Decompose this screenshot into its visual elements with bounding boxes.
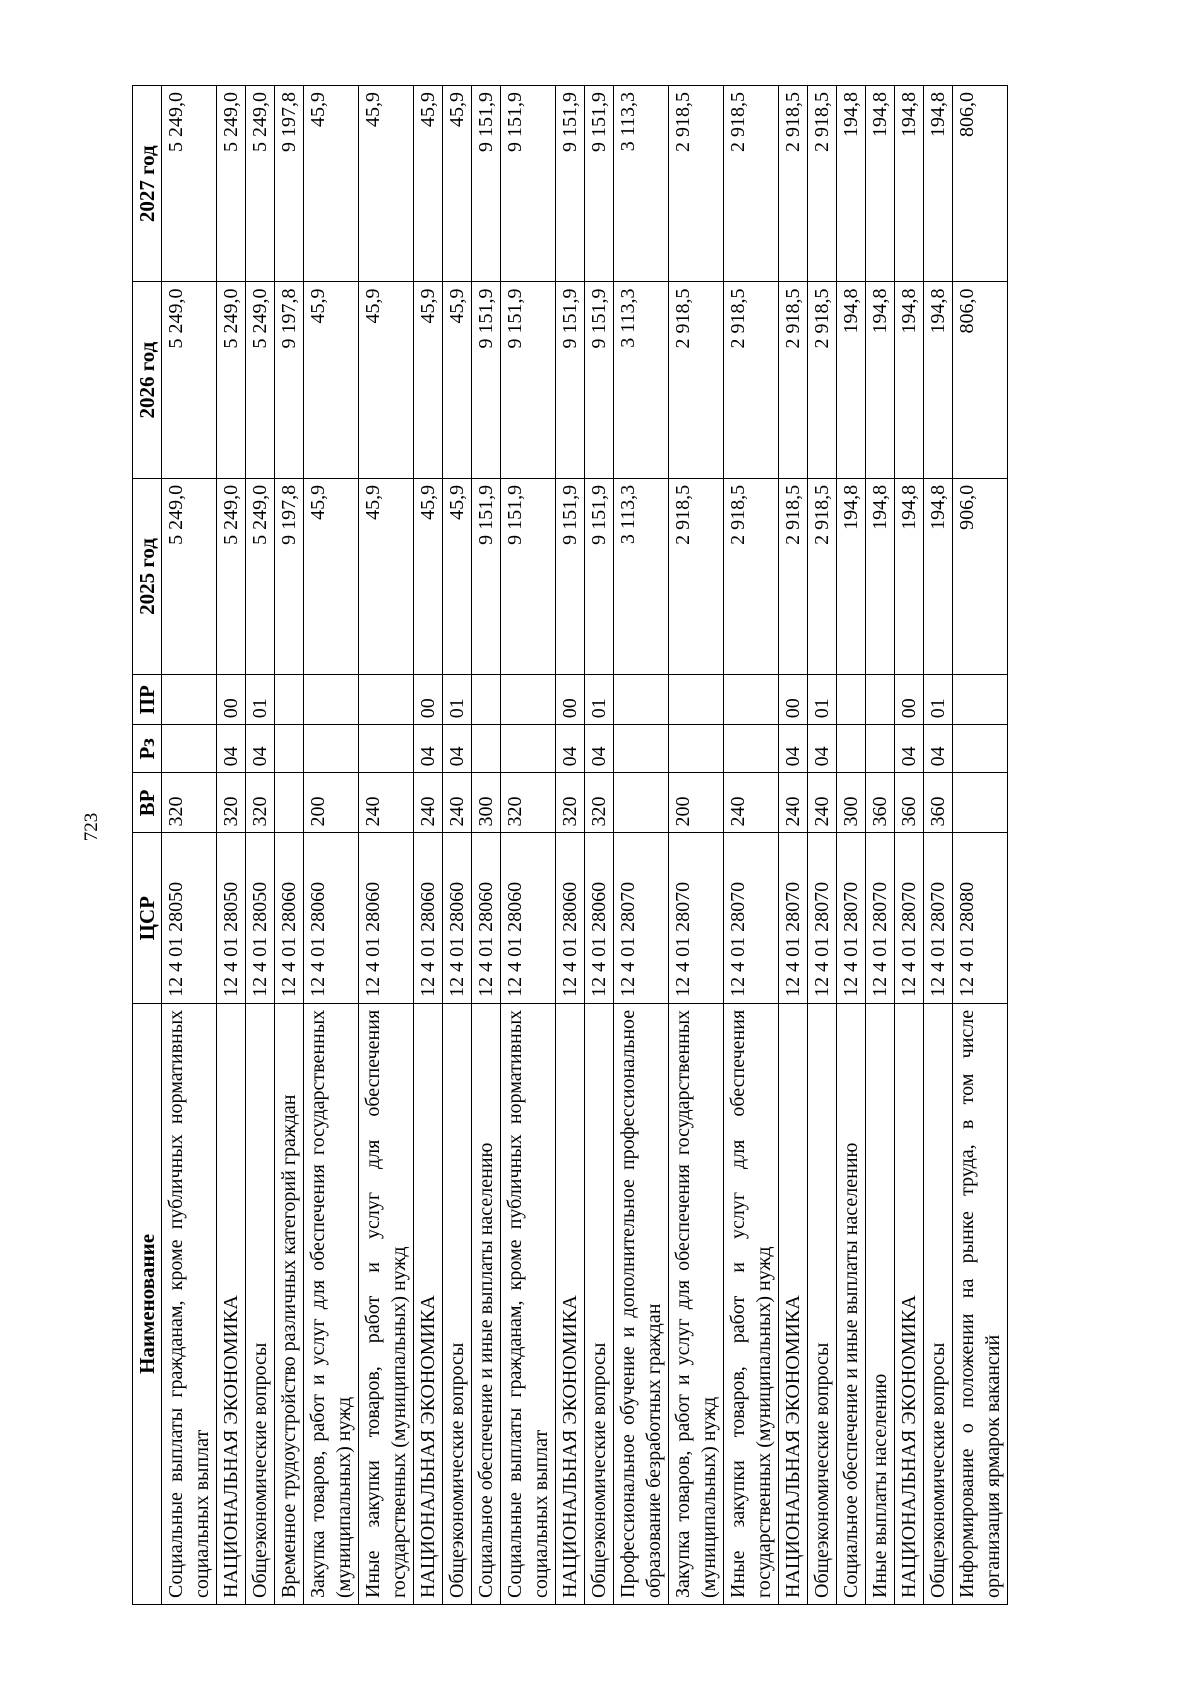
cell-csr: 12 4 01 28070 (895, 833, 924, 1003)
cell-2027: 9 151,9 (472, 86, 501, 282)
cell-2027: 2 918,5 (724, 86, 779, 282)
cell-vr: 240 (443, 773, 472, 833)
table-row (837, 86, 866, 1605)
cell-2026: 9 151,9 (472, 282, 501, 478)
cell-2027: 194,8 (866, 86, 895, 282)
cell-pr (359, 675, 414, 725)
cell-2025: 3 113,3 (614, 478, 669, 674)
cell-name: Социальное обеспечение и иные выплаты населению (472, 1003, 501, 1604)
cell-pr (501, 675, 556, 725)
cell-vr: 300 (472, 773, 501, 833)
cell-2026: 9 151,9 (585, 282, 614, 478)
cell-2026: 5 249,0 (162, 282, 217, 478)
cell-2027: 45,9 (359, 86, 414, 282)
cell-2027: 45,9 (304, 86, 359, 282)
header-vr: ВР (133, 773, 162, 833)
cell-2027: 5 249,0 (246, 86, 275, 282)
cell-csr: 12 4 01 28060 (304, 833, 359, 1003)
cell-2026: 5 249,0 (217, 282, 246, 478)
cell-name: Временное трудоустройство различных категорий граждан (275, 1003, 304, 1604)
cell-csr: 12 4 01 28070 (866, 833, 895, 1003)
cell-2025: 5 249,0 (217, 478, 246, 674)
cell-rz (359, 725, 414, 773)
cell-name: Информирование о положении на рынке труда, в том числе организация ярмарок вакансий (953, 1003, 1008, 1604)
cell-pr: 00 (779, 675, 808, 725)
cell-pr: 01 (443, 675, 472, 725)
cell-pr: 00 (414, 675, 443, 725)
cell-name: Общеэкономические вопросы (585, 1003, 614, 1604)
cell-vr: 240 (724, 773, 779, 833)
cell-pr (472, 675, 501, 725)
cell-csr: 12 4 01 28080 (953, 833, 1008, 1003)
cell-rz: 04 (556, 725, 585, 773)
cell-2026: 45,9 (304, 282, 359, 478)
cell-rz (472, 725, 501, 773)
cell-rz: 04 (443, 725, 472, 773)
cell-csr: 12 4 01 28060 (501, 833, 556, 1003)
cell-2026: 2 918,5 (724, 282, 779, 478)
cell-rz (837, 725, 866, 773)
cell-2026: 45,9 (414, 282, 443, 478)
cell-2027: 2 918,5 (669, 86, 724, 282)
cell-vr: 320 (162, 773, 217, 833)
table-row (895, 86, 924, 1605)
header-rz: Рз (133, 725, 162, 773)
cell-2025: 194,8 (924, 478, 953, 674)
cell-2027: 9 151,9 (585, 86, 614, 282)
cell-rz (724, 725, 779, 773)
header-pr: ПР (133, 675, 162, 725)
table-row (443, 86, 472, 1605)
cell-2026: 9 151,9 (556, 282, 585, 478)
cell-csr: 12 4 01 28070 (724, 833, 779, 1003)
cell-2027: 5 249,0 (217, 86, 246, 282)
cell-2025: 9 151,9 (556, 478, 585, 674)
cell-2025: 2 918,5 (779, 478, 808, 674)
table-row (359, 86, 414, 1605)
header-2027: 2027 год (133, 86, 162, 282)
table-row (162, 86, 217, 1605)
cell-2026: 194,8 (895, 282, 924, 478)
cell-name: Общеэкономические вопросы (808, 1003, 837, 1604)
cell-2025: 45,9 (304, 478, 359, 674)
cell-rz (501, 725, 556, 773)
cell-2027: 3 113,3 (614, 86, 669, 282)
cell-2025: 9 197,8 (275, 478, 304, 674)
cell-2025: 5 249,0 (246, 478, 275, 674)
cell-name: Иные закупки товаров, работ и услуг для обеспечения государственных (муниципальных) нужд (724, 1003, 779, 1604)
cell-pr (162, 675, 217, 725)
cell-2025: 194,8 (866, 478, 895, 674)
cell-2027: 2 918,5 (779, 86, 808, 282)
cell-2025: 9 151,9 (585, 478, 614, 674)
cell-vr: 360 (866, 773, 895, 833)
table-row (217, 86, 246, 1605)
cell-rz: 04 (895, 725, 924, 773)
cell-csr: 12 4 01 28050 (162, 833, 217, 1003)
cell-name: Иные выплаты населению (866, 1003, 895, 1604)
cell-2025: 194,8 (895, 478, 924, 674)
cell-2025: 9 151,9 (472, 478, 501, 674)
cell-2027: 194,8 (837, 86, 866, 282)
cell-2026: 194,8 (924, 282, 953, 478)
cell-vr: 360 (895, 773, 924, 833)
cell-name: Социальные выплаты гражданам, кроме публичных нормативных социальных выплат (162, 1003, 217, 1604)
cell-vr: 320 (501, 773, 556, 833)
cell-2027: 9 151,9 (501, 86, 556, 282)
cell-2026: 2 918,5 (779, 282, 808, 478)
cell-vr: 360 (924, 773, 953, 833)
cell-pr: 00 (895, 675, 924, 725)
cell-csr: 12 4 01 28070 (924, 833, 953, 1003)
cell-2026: 9 151,9 (501, 282, 556, 478)
cell-rz: 04 (808, 725, 837, 773)
cell-2025: 2 918,5 (808, 478, 837, 674)
cell-rz (669, 725, 724, 773)
table-row (614, 86, 669, 1605)
cell-name: Закупка товаров, работ и услуг для обеспечения государственных (муниципальных) нужд (304, 1003, 359, 1604)
table-row (585, 86, 614, 1605)
cell-pr (669, 675, 724, 725)
header-2025: 2025 год (133, 478, 162, 674)
table-row (953, 86, 1008, 1605)
cell-csr: 12 4 01 28060 (275, 833, 304, 1003)
cell-csr: 12 4 01 28070 (669, 833, 724, 1003)
cell-2026: 2 918,5 (669, 282, 724, 478)
cell-2027: 2 918,5 (808, 86, 837, 282)
cell-pr (614, 675, 669, 725)
table-row (724, 86, 779, 1605)
cell-pr (275, 675, 304, 725)
cell-name: Общеэкономические вопросы (924, 1003, 953, 1604)
cell-vr: 320 (585, 773, 614, 833)
cell-2026: 9 197,8 (275, 282, 304, 478)
cell-rz (304, 725, 359, 773)
table-row (246, 86, 275, 1605)
cell-csr: 12 4 01 28050 (217, 833, 246, 1003)
cell-vr: 320 (217, 773, 246, 833)
cell-name: НАЦИОНАЛЬНАЯ ЭКОНОМИКА (556, 1003, 585, 1604)
cell-vr: 300 (837, 773, 866, 833)
cell-vr (275, 773, 304, 833)
table-row (414, 86, 443, 1605)
cell-2027: 194,8 (924, 86, 953, 282)
cell-rz: 04 (414, 725, 443, 773)
cell-rz: 04 (779, 725, 808, 773)
cell-name: Социальное обеспечение и иные выплаты населению (837, 1003, 866, 1604)
cell-2025: 45,9 (359, 478, 414, 674)
header-name: Наименование (133, 1003, 162, 1604)
cell-2026: 45,9 (359, 282, 414, 478)
cell-csr: 12 4 01 28060 (359, 833, 414, 1003)
cell-csr: 12 4 01 28060 (556, 833, 585, 1003)
cell-2027: 9 151,9 (556, 86, 585, 282)
cell-vr: 200 (669, 773, 724, 833)
cell-name: НАЦИОНАЛЬНАЯ ЭКОНОМИКА (779, 1003, 808, 1604)
page-number: 723 (81, 812, 102, 842)
rotated-table-wrapper (132, 85, 1040, 1605)
cell-vr: 240 (359, 773, 414, 833)
cell-2026: 2 918,5 (808, 282, 837, 478)
cell-rz (614, 725, 669, 773)
header-csr: ЦСР (133, 833, 162, 1003)
table-body (162, 86, 1008, 1605)
cell-2027: 45,9 (443, 86, 472, 282)
cell-pr: 00 (217, 675, 246, 725)
cell-rz: 04 (217, 725, 246, 773)
cell-pr (837, 675, 866, 725)
table-row (924, 86, 953, 1605)
cell-2026: 194,8 (837, 282, 866, 478)
cell-2025: 45,9 (443, 478, 472, 674)
cell-2026: 3 113,3 (614, 282, 669, 478)
cell-pr: 01 (246, 675, 275, 725)
table-row (556, 86, 585, 1605)
cell-csr: 12 4 01 28050 (246, 833, 275, 1003)
cell-pr (724, 675, 779, 725)
cell-2025: 906,0 (953, 478, 1008, 674)
cell-name: НАЦИОНАЛЬНАЯ ЭКОНОМИКА (414, 1003, 443, 1604)
cell-name: НАЦИОНАЛЬНАЯ ЭКОНОМИКА (217, 1003, 246, 1604)
cell-2025: 194,8 (837, 478, 866, 674)
budget-table (132, 85, 1008, 1605)
cell-pr: 01 (585, 675, 614, 725)
cell-vr: 320 (246, 773, 275, 833)
cell-csr: 12 4 01 28070 (779, 833, 808, 1003)
cell-vr: 200 (304, 773, 359, 833)
cell-2027: 806,0 (953, 86, 1008, 282)
cell-2027: 5 249,0 (162, 86, 217, 282)
cell-rz: 04 (924, 725, 953, 773)
cell-name: Иные закупки товаров, работ и услуг для обеспечения государственных (муниципальных) нужд (359, 1003, 414, 1604)
cell-vr (614, 773, 669, 833)
cell-2025: 5 249,0 (162, 478, 217, 674)
cell-2026: 194,8 (866, 282, 895, 478)
cell-pr (866, 675, 895, 725)
cell-pr (304, 675, 359, 725)
table-row (866, 86, 895, 1605)
cell-csr: 12 4 01 28060 (472, 833, 501, 1003)
table-row (501, 86, 556, 1605)
cell-pr (953, 675, 1008, 725)
cell-rz (866, 725, 895, 773)
cell-pr: 01 (808, 675, 837, 725)
cell-pr: 01 (924, 675, 953, 725)
cell-rz (162, 725, 217, 773)
cell-name: НАЦИОНАЛЬНАЯ ЭКОНОМИКА (895, 1003, 924, 1604)
cell-2026: 806,0 (953, 282, 1008, 478)
cell-csr: 12 4 01 28060 (585, 833, 614, 1003)
cell-name: Общеэкономические вопросы (246, 1003, 275, 1604)
cell-pr: 00 (556, 675, 585, 725)
cell-csr: 12 4 01 28070 (808, 833, 837, 1003)
cell-2027: 194,8 (895, 86, 924, 282)
cell-2026: 5 249,0 (246, 282, 275, 478)
cell-2025: 9 151,9 (501, 478, 556, 674)
cell-2027: 45,9 (414, 86, 443, 282)
table-row (808, 86, 837, 1605)
cell-vr: 240 (779, 773, 808, 833)
cell-name: Общеэкономические вопросы (443, 1003, 472, 1604)
cell-csr: 12 4 01 28070 (614, 833, 669, 1003)
cell-csr: 12 4 01 28060 (414, 833, 443, 1003)
cell-2025: 45,9 (414, 478, 443, 674)
cell-rz: 04 (585, 725, 614, 773)
cell-name: Профессиональное обучение и дополнительное профессиональное образование безработных граждан (614, 1003, 669, 1604)
header-2026: 2026 год (133, 282, 162, 478)
cell-name: Социальные выплаты гражданам, кроме публичных нормативных социальных выплат (501, 1003, 556, 1604)
cell-2025: 2 918,5 (669, 478, 724, 674)
cell-rz (953, 725, 1008, 773)
cell-2027: 9 197,8 (275, 86, 304, 282)
table-row (669, 86, 724, 1605)
cell-csr: 12 4 01 28060 (443, 833, 472, 1003)
cell-rz (275, 725, 304, 773)
table-header-row (133, 86, 162, 1605)
cell-rz: 04 (246, 725, 275, 773)
table-row (779, 86, 808, 1605)
table-row (275, 86, 304, 1605)
table-row (472, 86, 501, 1605)
cell-name: Закупка товаров, работ и услуг для обеспечения государственных (муниципальных) нужд (669, 1003, 724, 1604)
cell-vr: 240 (414, 773, 443, 833)
cell-csr: 12 4 01 28070 (837, 833, 866, 1003)
cell-2026: 45,9 (443, 282, 472, 478)
cell-2025: 2 918,5 (724, 478, 779, 674)
cell-vr: 240 (808, 773, 837, 833)
cell-vr: 320 (556, 773, 585, 833)
cell-vr (953, 773, 1008, 833)
table-row (304, 86, 359, 1605)
